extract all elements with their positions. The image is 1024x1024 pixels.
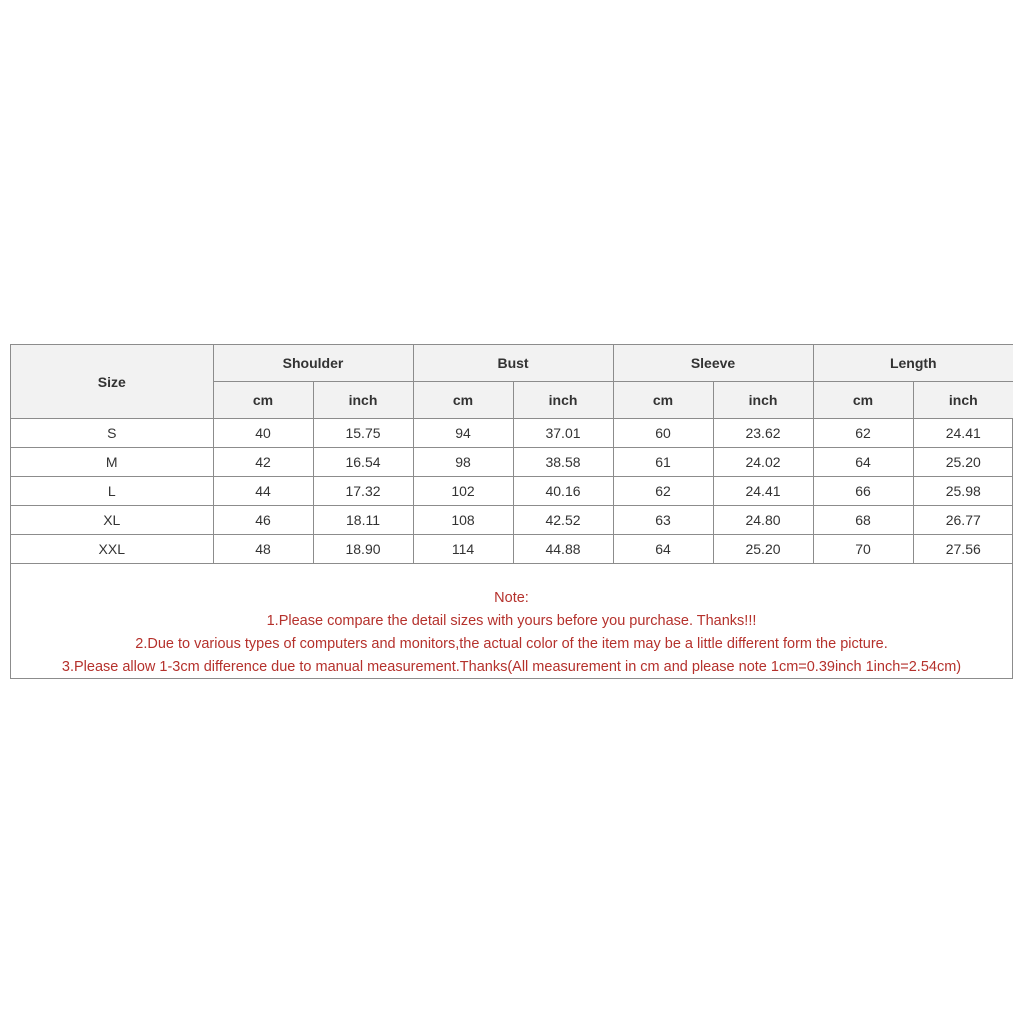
table-cell: 64: [613, 535, 713, 564]
notes-section: [11, 587, 1012, 679]
note-title: Note:: [494, 590, 529, 606]
table-cell: 108: [413, 506, 513, 535]
table-cell: 18.90: [313, 535, 413, 564]
table-cell: 44: [213, 477, 313, 506]
table-cell: 17.32: [313, 477, 413, 506]
table-cell: 16.54: [313, 448, 413, 477]
table-row: [11, 419, 1013, 448]
bust-header: Bust: [413, 345, 613, 382]
table-row: [11, 448, 1013, 477]
table-cell: 63: [613, 506, 713, 535]
table-cell: 24.80: [713, 506, 813, 535]
table-cell: 48: [213, 535, 313, 564]
size-cell: L: [11, 477, 213, 506]
unit-header-cm: cm: [613, 382, 713, 419]
table-cell: 40.16: [513, 477, 613, 506]
table-cell: 68: [813, 506, 913, 535]
unit-header-cm: cm: [213, 382, 313, 419]
size-cell: XL: [11, 506, 213, 535]
unit-header-inch: inch: [713, 382, 813, 419]
table-cell: 61: [613, 448, 713, 477]
shoulder-header: Shoulder: [213, 345, 413, 382]
table-row: [11, 535, 1013, 564]
sleeve-header: Sleeve: [613, 345, 813, 382]
size-cell: M: [11, 448, 213, 477]
size-table: [11, 345, 1013, 564]
table-cell: 38.58: [513, 448, 613, 477]
table-cell: 25.98: [913, 477, 1013, 506]
table-cell: 42: [213, 448, 313, 477]
unit-header-inch: inch: [513, 382, 613, 419]
size-cell: S: [11, 419, 213, 448]
table-cell: 62: [813, 419, 913, 448]
table-cell: 46: [213, 506, 313, 535]
table-cell: 60: [613, 419, 713, 448]
table-cell: 44.88: [513, 535, 613, 564]
table-row: [11, 506, 1013, 535]
unit-header-cm: cm: [413, 382, 513, 419]
note-line-1: 1.Please compare the detail sizes with yours before you purchase. Thanks!!!: [266, 613, 757, 629]
table-cell: 42.52: [513, 506, 613, 535]
table-row: [11, 477, 1013, 506]
table-cell: 62: [613, 477, 713, 506]
unit-header-inch: inch: [913, 382, 1013, 419]
size-chart: [10, 344, 1013, 679]
table-cell: 66: [813, 477, 913, 506]
table-cell: 37.01: [513, 419, 613, 448]
header-row-groups: [11, 345, 1013, 382]
length-header: Length: [813, 345, 1013, 382]
table-cell: 23.62: [713, 419, 813, 448]
unit-header-inch: inch: [313, 382, 413, 419]
table-cell: 26.77: [913, 506, 1013, 535]
table-cell: 94: [413, 419, 513, 448]
unit-header-cm: cm: [813, 382, 913, 419]
table-cell: 15.75: [313, 419, 413, 448]
table-cell: 70: [813, 535, 913, 564]
table-cell: 24.02: [713, 448, 813, 477]
table-cell: 25.20: [913, 448, 1013, 477]
size-column-header: Size: [11, 345, 213, 419]
table-cell: 64: [813, 448, 913, 477]
table-cell: 24.41: [913, 419, 1013, 448]
table-cell: 18.11: [313, 506, 413, 535]
note-line-2: 2.Due to various types of computers and monitors,the actual color of the item may be a little different form the picture.: [135, 636, 888, 652]
table-cell: 25.20: [713, 535, 813, 564]
size-cell: XXL: [11, 535, 213, 564]
table-cell: 102: [413, 477, 513, 506]
table-cell: 40: [213, 419, 313, 448]
table-cell: 114: [413, 535, 513, 564]
note-line-3: 3.Please allow 1-3cm difference due to manual measurement.Thanks(All measurement in cm and please note 1cm=0.39inch 1inch=2.54cm): [61, 659, 962, 675]
table-cell: 27.56: [913, 535, 1013, 564]
table-cell: 98: [413, 448, 513, 477]
table-cell: 24.41: [713, 477, 813, 506]
